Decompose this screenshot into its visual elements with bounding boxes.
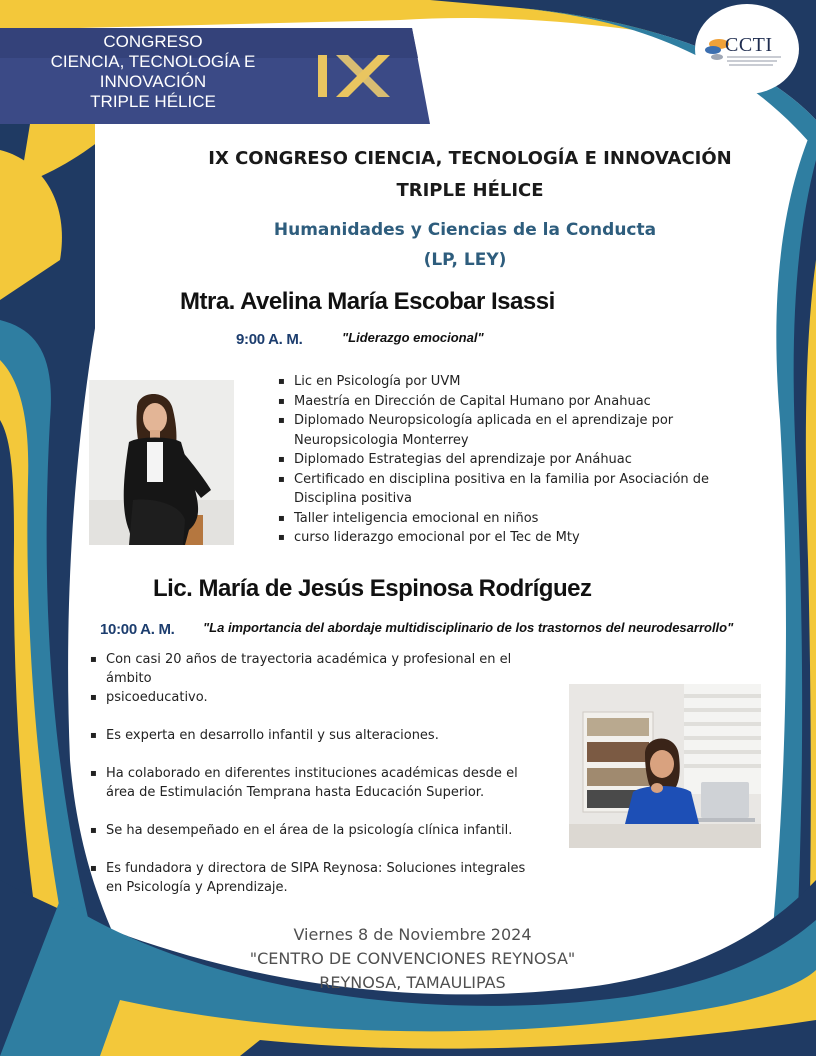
speaker-1-name: Mtra. Avelina María Escobar Isassi bbox=[180, 288, 555, 315]
speaker-2-talk: "La importancia del abordaje multidisciplinario de los trastornos del neurodesarrollo" bbox=[203, 620, 734, 635]
list-item: ▪ Ha colaborado en diferentes instituciones académicas desde el área de Estimulación Temprana hasta Educación Superior. bbox=[86, 764, 536, 802]
list-item: ▪ Diplomado Neuropsicología aplicada en el aprendizaje por Neuropsicologia Monterrey bbox=[274, 411, 724, 450]
speaker-1-credentials bbox=[274, 372, 724, 548]
event-city: REYNOSA, TAMAULIPAS bbox=[319, 973, 506, 992]
banner-line: TRIPLE HÉLICE bbox=[90, 92, 216, 111]
list-item: ▪ Se ha desempeñado en el área de la psicología clínica infantil. bbox=[86, 821, 536, 840]
banner-line: INNOVACIÓN bbox=[99, 72, 207, 91]
list-item: ▪ Es fundadora y directora de SIPA Reynosa: Soluciones integrales en Psicología y Aprendizaje. bbox=[86, 859, 536, 897]
event-subtitle: TRIPLE HÉLICE bbox=[396, 180, 544, 201]
speaker-1-talk: "Liderazgo emocional" bbox=[342, 330, 484, 345]
list-item: ▪ curso liderazgo emocional por el Tec de Mty bbox=[274, 528, 724, 548]
event-venue: "CENTRO DE CONVENCIONES REYNOSA" bbox=[249, 949, 576, 968]
list-item: ▪ Lic en Psicología por UVM bbox=[274, 372, 724, 392]
banner-line: CIENCIA, TECNOLOGÍA E bbox=[50, 52, 256, 71]
list-item: ▪ psicoeducativo. bbox=[86, 688, 536, 707]
list-item: ▪ Maestría en Dirección de Capital Humano por Anahuac bbox=[274, 392, 724, 412]
speaker-2-photo bbox=[569, 684, 761, 848]
speaker-2-profile bbox=[86, 650, 536, 897]
speaker-1-photo bbox=[89, 380, 234, 545]
banner-text bbox=[18, 32, 288, 112]
speaker-2-time: 10:00 A. M. bbox=[100, 621, 175, 638]
speaker-2-name: Lic. María de Jesús Espinosa Rodríguez bbox=[153, 575, 592, 602]
list-item: ▪ Con casi 20 años de trayectoria académica y profesional en el ámbito bbox=[86, 650, 536, 688]
event-date: Viernes 8 de Noviembre 2024 bbox=[293, 925, 532, 944]
list-item: ▪ Taller inteligencia emocional en niños bbox=[274, 509, 724, 529]
track-codes: (LP, LEY) bbox=[423, 250, 507, 270]
track-name: Humanidades y Ciencias de la Conducta bbox=[273, 220, 657, 240]
list-item: ▪ Es experta en desarrollo infantil y sus alteraciones. bbox=[86, 726, 536, 745]
event-title: IX CONGRESO CIENCIA, TECNOLOGÍA E INNOVACIÓN bbox=[208, 148, 732, 169]
ccti-logo-text: CCTI bbox=[725, 34, 773, 56]
banner-line: CONGRESO bbox=[103, 32, 203, 51]
roman-nine-logo bbox=[316, 52, 394, 102]
speaker-1-time: 9:00 A. M. bbox=[236, 331, 303, 348]
list-item: ▪ Certificado en disciplina positiva en la familia por Asociación de Disciplina positiva bbox=[274, 470, 724, 509]
list-item: ▪ Diplomado Estrategias del aprendizaje por Anáhuac bbox=[274, 450, 724, 470]
